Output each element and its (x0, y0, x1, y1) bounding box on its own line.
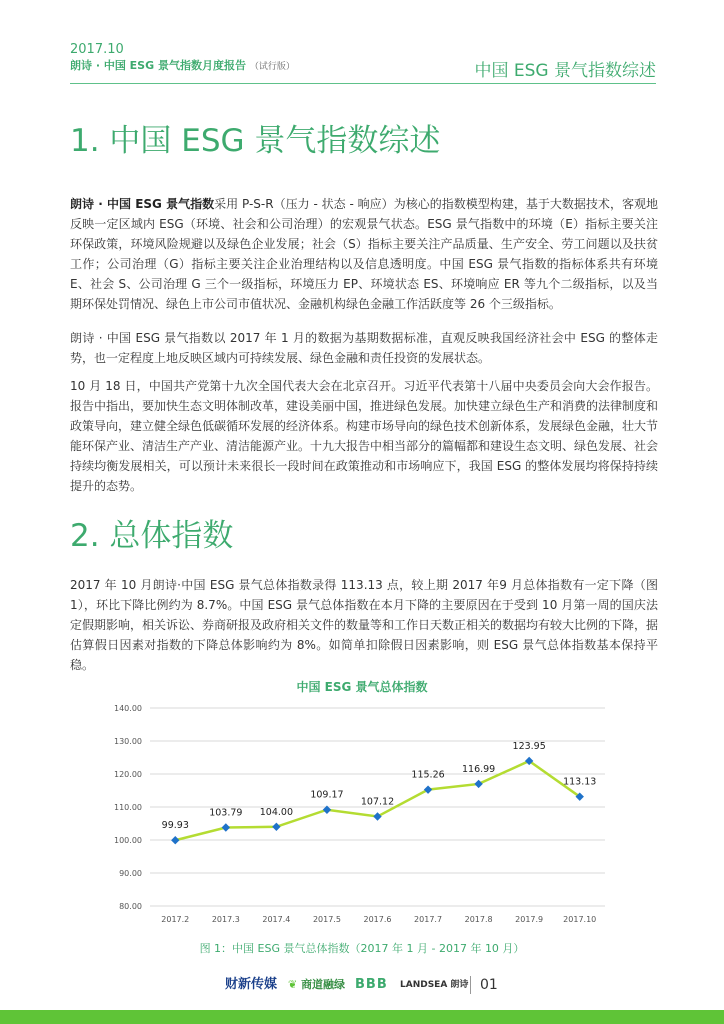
data-point-marker (272, 823, 280, 831)
x-tick-label: 2017.9 (515, 915, 544, 924)
section-2-title: 2. 总体指数 (70, 518, 234, 554)
trial-tag: （试行版） (249, 62, 295, 72)
data-label: 116.99 (461, 763, 496, 775)
section-1-paragraph-1 (70, 194, 658, 314)
y-tick-label: 80.00 (119, 902, 142, 911)
section-1-paragraph-2: 朗诗 · 中国 ESG 景气指数以 2017 年 1 月的数据为基期数据标准，直观反映我国经济社会中 ESG 的整体走势，也一定程度上地反映区域内可持续发展、绿色金融和责任投资的发展状态。 (70, 331, 658, 365)
report-date: 2017.10 (70, 42, 124, 57)
section-header: 中国 ESG 景气指数综述 (474, 61, 656, 81)
y-tick-label: 90.00 (119, 869, 142, 878)
bbb-logo: BBB (355, 977, 388, 992)
index-name-bold: 朗诗 · 中国 ESG 景气指数 (70, 197, 215, 211)
figure-caption: 图 1：中国 ESG 景气总体指数（2017 年 1 月 - 2017 年 10 月） (199, 942, 525, 955)
y-tick-label: 100.00 (114, 836, 142, 845)
x-tick-label: 2017.6 (363, 915, 392, 924)
x-tick-label: 2017.10 (563, 915, 597, 924)
x-tick-label: 2017.7 (414, 915, 443, 924)
y-tick-label: 120.00 (114, 770, 142, 779)
bottom-accent-bar (0, 1010, 724, 1024)
syntao-logo (288, 973, 345, 997)
paragraph-1-body: 采用 P-S-R（压力 - 状态 - 响应）为核心的指数模型构建，基于大数据技术，客观地反映一定区域内 ESG（环境、社会和公司治理）的宏观景气状态。ESG 景气指数中的环境（E）指标主要关注环保政策，环境风险规避以及绿色企业发展；社会（S）指标主要关注产品质量、生产安全、劳工问题以及扶贫工作；公司治理（G）指标主要关注企业治理结构以及信息透明度。中国 ESG 景气指数的指标体系共有环境 E、社会 S、公司治理 G 三个一级指标，环境压力 EP、环境状态 ES、环境响应 ER 等九个二级指标，以及当期环保处罚情况、绿色上市公司市值状况、金融机构绿色金融工作活跃度等 26 个三级指标。 (70, 197, 658, 311)
section-1-title: 1. 中国 ESG 景气指数综述 (70, 123, 441, 159)
report-title-text: 朗诗 · 中国 ESG 景气指数月度报告 (70, 59, 246, 72)
data-point-marker (171, 836, 179, 844)
caixin-logo (225, 973, 277, 997)
y-tick-label: 140.00 (114, 704, 142, 713)
section-2-paragraph-1: 2017 年 10 月朗诗·中国 ESG 景气总体指数录得 113.13 点，较上期 2017 年9 月总体指数有一定下降（图 1），环比下降比例约为 8.7%。中国 ESG 景气总体指数在本月下降的主要原因在于受到 10 月第一周的国庆法定假期影响，相关诉讼、券商研报及政府相关文件的数量等和工作日天数正相关的数据均有较大比例的下降，据估算假日因素对指数的下降总体影响约为 8%。如简单扣除假日因素影响，则 ESG 景气总体指数基本保持平稳。 (70, 578, 659, 672)
y-tick-label: 110.00 (114, 803, 142, 812)
data-label: 115.26 (411, 769, 445, 781)
x-tick-label: 2017.3 (211, 915, 240, 924)
data-point-marker (474, 780, 482, 788)
section-1-paragraph-3: 10 月 18 日，中国共产党第十九次全国代表大会在北京召开。习近平代表第十八届中央委员会向大会作报告。报告中指出，要加快生态文明体制改革，建设美丽中国，推进绿色发展。加快建立绿色生产和消费的法律制度和政策导向，建立健全绿色低碳循环发展的经济体系。构建市场导向的绿色技术创新体系，发展绿色金融，壮大节能环保产业、清洁生产产业、清洁能源产业。十九大报告中相当部分的篇幅都和建设生态文明、绿色发展、社会持续均衡发展相关，可以预计未来很长一段时间在政策推动和市场响应下，我国 ESG 的整体发展均将保持持续提升的态势。 (70, 379, 659, 493)
x-axis-ticks (161, 915, 596, 924)
footer-divider (470, 976, 471, 994)
data-label: 113.13 (563, 776, 597, 788)
x-tick-label: 2017.4 (262, 915, 291, 924)
page-number: 01 (480, 977, 498, 993)
report-title (70, 58, 295, 75)
data-point-marker (222, 823, 230, 831)
footer (0, 973, 724, 997)
data-label: 123.95 (512, 740, 546, 752)
syntao-logo-text: 商道融绿 (301, 978, 346, 991)
header-divider (70, 83, 656, 84)
landsea-logo: LANDSEA 朗诗 (400, 980, 469, 990)
caixin-logo-text: 财新传媒 (225, 977, 278, 992)
report-header (70, 42, 295, 75)
data-label: 109.17 (310, 789, 344, 801)
data-label: 104.00 (259, 806, 294, 818)
syntao-leaf-icon: ❦ (288, 978, 298, 991)
y-tick-label: 130.00 (114, 737, 142, 746)
data-label: 99.93 (161, 820, 189, 832)
x-tick-label: 2017.8 (464, 915, 493, 924)
y-axis-ticks (114, 704, 142, 911)
x-tick-label: 2017.5 (312, 915, 341, 924)
data-label: 103.79 (209, 807, 243, 819)
data-label: 107.12 (360, 796, 395, 808)
chart-title: 中国 ESG 景气总体指数 (296, 680, 428, 694)
line-chart (100, 696, 620, 926)
x-tick-label: 2017.2 (161, 915, 190, 924)
